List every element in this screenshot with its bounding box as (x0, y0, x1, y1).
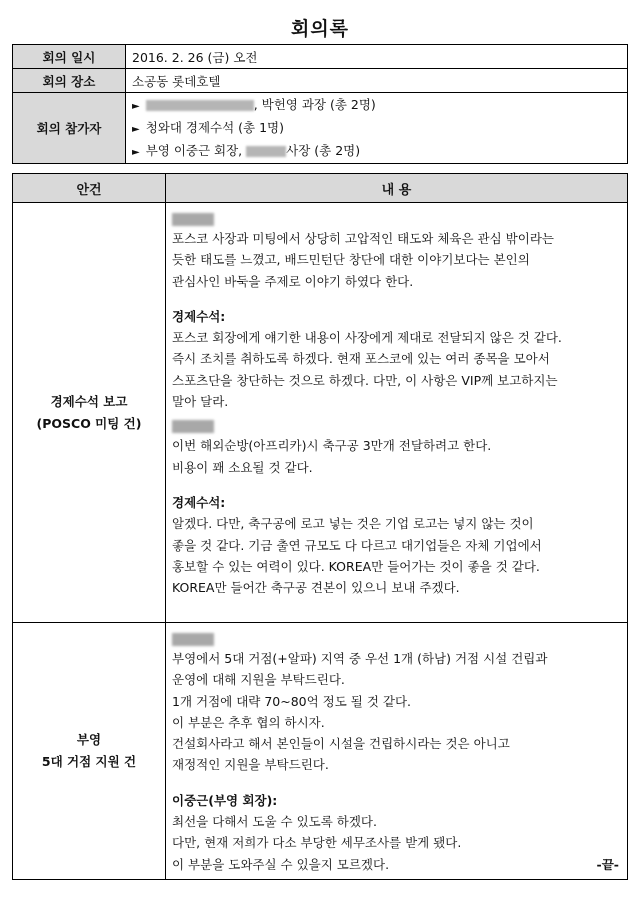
redacted-speaker (172, 213, 214, 226)
speaker-label: 이중근(부영 회장): (172, 792, 278, 808)
date-value: 2016. 2. 26 (금) 오전 (126, 45, 628, 69)
content-cell (166, 623, 628, 880)
info-row-date (13, 45, 628, 69)
content-line: 최선을 다해서 도울 수 있도록 하겠다. (172, 814, 377, 830)
content-line: 운영에 대해 지원을 부탁드린다. (172, 672, 345, 688)
place-value: 소공동 롯데호텔 (126, 69, 628, 93)
info-row-attendees (13, 93, 628, 164)
attendees-label: 회의 참가자 (13, 93, 126, 164)
agenda-subtitle: (POSCO 미팅 건) (36, 415, 142, 431)
attendee-text: , 박헌영 과장 (총 2명) (253, 96, 376, 112)
content-line: KOREA만 들어간 축구공 견본이 있으니 보내 주겠다. (172, 580, 460, 596)
content-line: 건설회사라고 해서 본인들이 시설을 건립하시라는 것은 아니고 (172, 736, 510, 752)
content-line: 홍보할 수 있는 여력이 있다. KOREA만 들어가는 것이 좋을 것 같다. (172, 558, 540, 574)
content-block (172, 435, 619, 478)
attendee-text: 사장 (총 2명) (286, 142, 361, 158)
end-mark: -끝- (596, 856, 619, 872)
agenda-cell (13, 623, 166, 880)
agenda-cell (13, 203, 166, 623)
header-content: 내 용 (166, 174, 628, 203)
agenda-table (12, 173, 628, 880)
attendee-text: 부영 이중근 회장, (145, 142, 243, 158)
content-line (172, 854, 619, 875)
agenda-title: 부영 (76, 731, 102, 747)
content-line: 좋을 것 같다. 기금 출연 규모도 다 다르고 대기업들은 자체 기업에서 (172, 537, 542, 553)
agenda-title: 경제수석 보고 (50, 393, 128, 409)
redacted-block (146, 100, 254, 111)
content-line: 듯한 태도를 느꼈고, 배드민턴단 창단에 대한 이야기보다는 본인의 (172, 252, 530, 268)
document-title: 회의록 (290, 18, 350, 40)
agenda-row-posco (13, 203, 628, 623)
content-line: 이번 해외순방(아프리카)시 축구공 3만개 전달하려고 한다. (172, 438, 492, 454)
date-label: 회의 일시 (13, 45, 126, 69)
content-line: 부영에서 5대 거점(+알파) 지역 중 우선 1개 (하남) 거점 시설 건립과 (172, 651, 548, 666)
attendee-line (132, 140, 621, 163)
redacted-block (246, 146, 286, 157)
header-agenda: 안건 (13, 174, 166, 203)
content-block (172, 811, 619, 875)
place-label: 회의 장소 (13, 69, 126, 93)
redacted-speaker (172, 633, 214, 646)
content-block (172, 513, 619, 598)
content-block (172, 228, 619, 292)
content-line: 관심사인 바둑을 주제로 이야기 하였다 한다. (172, 273, 414, 289)
arrow-bullet-icon: ► (132, 100, 140, 112)
content-line: 알겠다. 다만, 축구공에 로고 넣는 것은 기업 로고는 넣지 않는 것이 (172, 516, 534, 532)
content-line: 1개 거점에 대략 70~80억 정도 될 것 같다. (172, 693, 412, 709)
content-text: 이 부분을 도와주실 수 있을지 모르겠다. (172, 856, 390, 872)
content-line: 재정적인 지원을 부탁드린다. (172, 757, 329, 773)
arrow-bullet-icon: ► (132, 123, 140, 135)
content-line: 포스코 회장에게 얘기한 내용이 사장에게 제대로 전달되지 않은 것 같다. (172, 330, 562, 346)
redacted-speaker (172, 420, 214, 433)
attendee-text: 청와대 경제수석 (총 1명) (145, 119, 285, 135)
agenda-subtitle: 5대 거점 지원 건 (41, 753, 137, 769)
speaker-label: 경제수석: (172, 308, 226, 324)
content-line: 포스코 사장과 미팅에서 상당히 고압적인 태도와 체육은 관심 밖이라는 (172, 231, 554, 246)
attendee-line (132, 117, 621, 140)
content-block (172, 648, 619, 776)
content-line: 즉시 조치를 취하도록 하겠다. 현재 포스코에 있는 여러 종목을 모아서 (172, 351, 550, 367)
meeting-info-table (12, 44, 628, 164)
content-line: 다만, 현재 저희가 다소 부당한 세무조사를 받게 됐다. (172, 835, 462, 851)
agenda-row-booyoung (13, 623, 628, 880)
content-cell (166, 203, 628, 623)
speaker-label: 경제수석: (172, 494, 226, 510)
arrow-bullet-icon: ► (132, 146, 140, 158)
agenda-header-row (13, 174, 628, 203)
attendees-value (126, 93, 628, 164)
content-line: 비용이 꽤 소요될 것 같다. (172, 459, 313, 475)
content-line: 말아 달라. (172, 394, 229, 410)
info-row-place (13, 69, 628, 93)
content-block (172, 327, 619, 412)
content-line: 이 부분은 추후 협의 하시자. (172, 714, 325, 730)
content-line: 스포츠단을 창단하는 것으로 하겠다. 다만, 이 사항은 VIP께 보고하지는 (172, 372, 558, 388)
attendee-line (132, 94, 621, 117)
